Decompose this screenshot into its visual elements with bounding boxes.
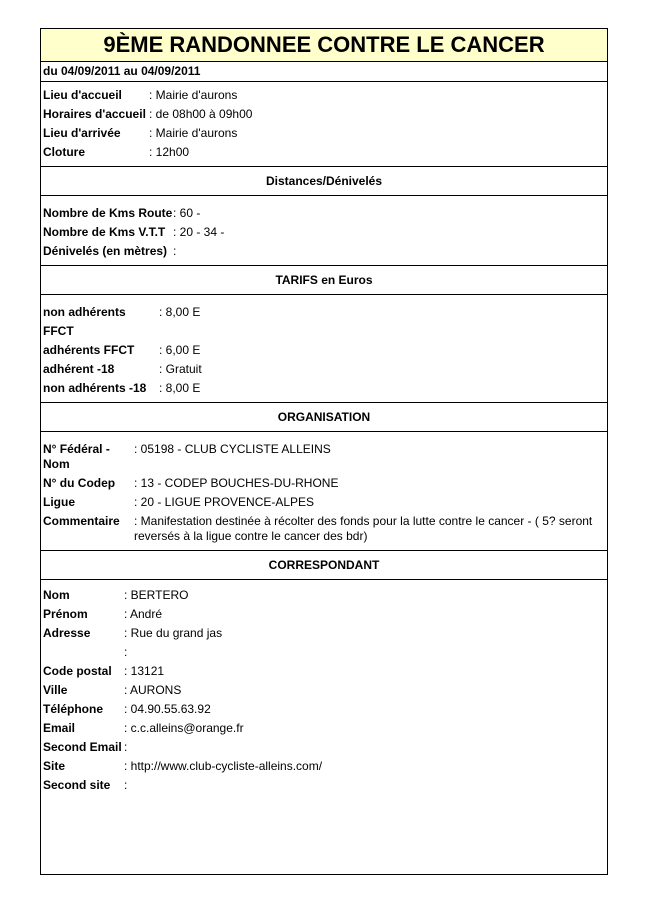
correspondant-row [43,624,605,643]
distance-value: : 20 - 34 - [173,225,225,239]
correspondant-label: Téléphone [43,702,104,716]
distance-row [43,204,605,223]
correspondant-row [43,776,605,795]
distance-row [43,223,605,242]
distances-heading: Distances/Dénivelés [41,167,607,196]
correspondant-row [43,700,605,719]
info-label: Lieu d'arrivée [43,126,121,140]
correspondant-label: Adresse [43,626,91,640]
correspondant-row [43,605,605,624]
distance-row [43,242,605,261]
info-row [43,105,605,124]
tarif-label: adhérents FFCT [43,343,135,357]
correspondant-value: : AURONS [124,683,182,697]
tarifs-heading: TARIFS en Euros [41,266,607,295]
correspondant-email: : c.c.alleins@orange.fr [124,721,244,735]
organisation-row [43,440,605,474]
correspondant-heading: CORRESPONDANT [41,551,607,580]
info-value: : Mairie d'aurons [149,126,238,140]
info-label: Cloture [43,145,85,159]
correspondant-label: Site [43,759,66,773]
info-row [43,143,605,162]
tarif-row [43,360,605,379]
event-sheet [40,28,608,875]
correspondant-label: Email [43,721,76,735]
correspondant-row [43,681,605,700]
distance-label: Nombre de Kms V.T.T [43,225,166,239]
correspondant-label: Ville [43,683,68,697]
tarif-row [43,379,605,398]
correspondant-label [43,643,124,662]
tarif-label: non adhérents -18 [43,381,147,395]
correspondant-row [43,643,605,662]
organisation-heading: ORGANISATION [41,403,607,432]
organisation-value: : 13 - CODEP BOUCHES-DU-RHONE [134,476,339,490]
tarif-value: : 8,00 E [159,305,201,319]
organisation-label: N° du Codep [43,476,116,490]
organisation-block [41,432,607,551]
info-value: : 12h00 [149,145,190,159]
correspondant-value: : [124,645,128,659]
info-label: Horaires d'accueil [43,107,146,121]
correspondant-value: : [124,740,128,754]
tarif-row [43,341,605,360]
correspondant-value: : [124,778,128,792]
tarif-label: adhérent -18 [43,362,115,376]
correspondant-label: Prénom [43,607,88,621]
correspondant-row [43,662,605,681]
correspondant-value: : BERTERO [124,588,189,602]
correspondant-label: Code postal [43,664,112,678]
organisation-row [43,493,605,512]
info-label: Lieu d'accueil [43,88,122,102]
correspondant-label: Second site [43,778,111,792]
distances-block [41,196,607,266]
organisation-row [43,474,605,493]
distance-value: : 60 - [173,206,201,220]
event-title: 9ÈME RANDONNEE CONTRE LE CANCER [41,29,607,62]
distance-label: Nombre de Kms Route [43,206,173,220]
correspondant-value: : 04.90.55.63.92 [124,702,211,716]
correspondant-row [43,586,605,605]
tarif-label: non adhérents FFCT [43,305,126,338]
correspondant-value: : 13121 [124,664,165,678]
tarifs-block [41,295,607,403]
tarif-row [43,303,605,341]
info-value: : Mairie d'aurons [149,88,238,102]
organisation-row [43,512,605,546]
info-row [43,86,605,105]
correspondant-row [43,757,605,776]
correspondant-row [43,719,605,738]
info-value: : de 08h00 à 09h00 [149,107,253,121]
correspondant-label: Nom [43,588,70,602]
correspondant-row [43,738,605,757]
distance-label: Dénivelés (en mètres) [43,244,168,258]
correspondant-block [41,580,607,801]
date-range: du 04/09/2011 au 04/09/2011 [41,62,607,82]
correspondant-label: Second Email [43,740,122,754]
organisation-value: : 05198 - CLUB CYCLISTE ALLEINS [134,442,331,456]
organisation-value: : Manifestation destinée à récolter des fonds pour la lutte contre le cancer - ( 5? seront reversés à la ligue contre le cancer des bdr) [134,514,593,543]
organisation-label: Ligue [43,495,75,509]
distance-value: : [173,244,177,258]
organisation-value: : 20 - LIGUE PROVENCE-ALPES [134,495,315,509]
organisation-label: N° Fédéral - Nom [43,442,110,471]
info-row [43,124,605,143]
tarif-value: : 8,00 E [159,381,201,395]
organisation-label: Commentaire [43,514,120,528]
correspondant-site: : http://www.club-cycliste-alleins.com/ [124,759,323,773]
tarif-value: : Gratuit [159,362,202,376]
info-block [41,82,607,167]
correspondant-value: : Rue du grand jas [124,626,223,640]
tarif-value: : 6,00 E [159,343,201,357]
correspondant-value: : André [124,607,163,621]
